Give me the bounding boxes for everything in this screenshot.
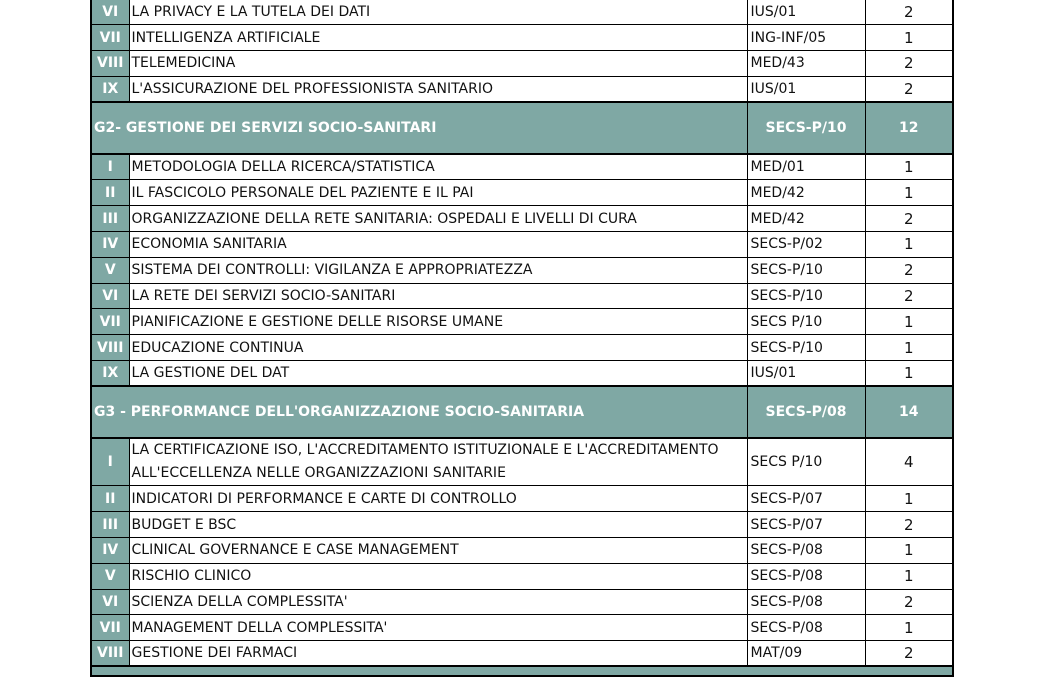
row-code: IUS/01 [747,76,865,102]
table-row [91,438,953,486]
row-cfu: 1 [865,180,953,206]
course-table-body [91,0,953,676]
row-code: MAT/09 [747,641,865,667]
row-cfu: 2 [865,589,953,615]
row-cfu: 2 [865,283,953,309]
row-cfu: 2 [865,76,953,102]
row-cfu: 1 [865,361,953,387]
row-number: VIII [91,51,129,77]
row-number: V [91,563,129,589]
row-title: PIANIFICAZIONE E GESTIONE DELLE RISORSE UMANE [129,309,747,335]
row-title: METODOLOGIA DELLA RICERCA/STATISTICA [129,154,747,180]
table-row [91,76,953,102]
row-title: L'ASSICURAZIONE DEL PROFESSIONISTA SANITARIO [129,76,747,102]
row-cfu: 1 [865,335,953,361]
row-title: ORGANIZZAZIONE DELLA RETE SANITARIA: OSPEDALI E LIVELLI DI CURA [129,206,747,232]
group-name: G2- GESTIONE DEI SERVIZI SOCIO-SANITARI [91,102,747,154]
group-code: SECS-P/08 [747,386,865,438]
table-row [91,51,953,77]
row-title: LA PRIVACY E LA TUTELA DEI DATI [129,0,747,25]
row-cfu: 1 [865,615,953,641]
row-title: LA GESTIONE DEL DAT [129,361,747,387]
row-number: I [91,154,129,180]
row-code: SECS-P/08 [747,615,865,641]
row-number: VII [91,25,129,51]
row-number: III [91,512,129,538]
row-number: VII [91,615,129,641]
row-code: SECS-P/08 [747,537,865,563]
row-cfu: 2 [865,512,953,538]
row-cfu: 1 [865,232,953,258]
row-number: III [91,206,129,232]
table-row [91,0,953,25]
row-code: MED/01 [747,154,865,180]
row-number: VII [91,309,129,335]
table-row [91,25,953,51]
row-cfu: 2 [865,257,953,283]
table-row [91,615,953,641]
row-title: TELEMEDICINA [129,51,747,77]
table-row [91,335,953,361]
table-row [91,589,953,615]
row-title: EDUCAZIONE CONTINUA [129,335,747,361]
row-title: ECONOMIA SANITARIA [129,232,747,258]
group-name: G3 - PERFORMANCE DELL'ORGANIZZAZIONE SOCIO-SANITARIA [91,386,747,438]
row-code: MED/42 [747,206,865,232]
table-row [91,180,953,206]
row-number: IV [91,232,129,258]
table-row [91,361,953,387]
row-cfu: 2 [865,0,953,25]
row-code: IUS/01 [747,0,865,25]
row-code: IUS/01 [747,361,865,387]
group-cfu: 14 [865,386,953,438]
row-code: SECS-P/02 [747,232,865,258]
row-title: RISCHIO CLINICO [129,563,747,589]
row-code: SECS-P/07 [747,512,865,538]
row-title: MANAGEMENT DELLA COMPLESSITA' [129,615,747,641]
row-cfu: 2 [865,641,953,667]
row-title: INTELLIGENZA ARTIFICIALE [129,25,747,51]
table-row [91,309,953,335]
row-number: VI [91,0,129,25]
row-title: IL FASCICOLO PERSONALE DEL PAZIENTE E IL PAI [129,180,747,206]
row-title: GESTIONE DEI FARMACI [129,641,747,667]
row-number: VIII [91,335,129,361]
row-title: INDICATORI DI PERFORMANCE E CARTE DI CONTROLLO [129,486,747,512]
row-cfu: 1 [865,25,953,51]
row-cfu: 1 [865,309,953,335]
row-number: II [91,180,129,206]
group-header-row [91,102,953,154]
table-row [91,563,953,589]
row-title: SCIENZA DELLA COMPLESSITA' [129,589,747,615]
table-row [91,641,953,667]
row-cfu: 2 [865,206,953,232]
group-cfu: 12 [865,102,953,154]
table-row [91,486,953,512]
row-cfu: 1 [865,537,953,563]
row-number: V [91,257,129,283]
course-table [90,0,954,677]
row-number: I [91,438,129,486]
row-cfu: 1 [865,486,953,512]
row-code: MED/42 [747,180,865,206]
table-row [91,257,953,283]
row-code: SECS-P/10 [747,283,865,309]
table-row [91,512,953,538]
group-header-row [91,386,953,438]
row-code: SECS-P/07 [747,486,865,512]
row-code: SECS-P/08 [747,589,865,615]
row-number: VI [91,589,129,615]
row-number: IX [91,361,129,387]
row-title: BUDGET E BSC [129,512,747,538]
table-row [91,537,953,563]
table-row [91,154,953,180]
table-row [91,283,953,309]
row-title: LA RETE DEI SERVIZI SOCIO-SANITARI [129,283,747,309]
table-row [91,206,953,232]
row-cfu: 2 [865,51,953,77]
row-code: SECS P/10 [747,309,865,335]
row-code: ING-INF/05 [747,25,865,51]
row-number: VIII [91,641,129,667]
row-number: II [91,486,129,512]
table-row [91,232,953,258]
row-code: SECS-P/08 [747,563,865,589]
row-title: CLINICAL GOVERNANCE E CASE MANAGEMENT [129,537,747,563]
row-cfu: 1 [865,154,953,180]
row-title: SISTEMA DEI CONTROLLI: VIGILANZA E APPROPRIATEZZA [129,257,747,283]
row-code: SECS-P/10 [747,257,865,283]
row-code: SECS P/10 [747,438,865,486]
group-code: SECS-P/10 [747,102,865,154]
row-cfu: 1 [865,563,953,589]
row-title: LA CERTIFICAZIONE ISO, L'ACCREDITAMENTO ISTITUZIONALE E L'ACCREDITAMENTO ALL'ECCELLENZA NELLE ORGANIZZAZIONI SANITARIE [129,438,747,486]
row-cfu: 4 [865,438,953,486]
row-number: IX [91,76,129,102]
row-code: SECS-P/10 [747,335,865,361]
row-number: VI [91,283,129,309]
row-code: MED/43 [747,51,865,77]
row-number: IV [91,537,129,563]
